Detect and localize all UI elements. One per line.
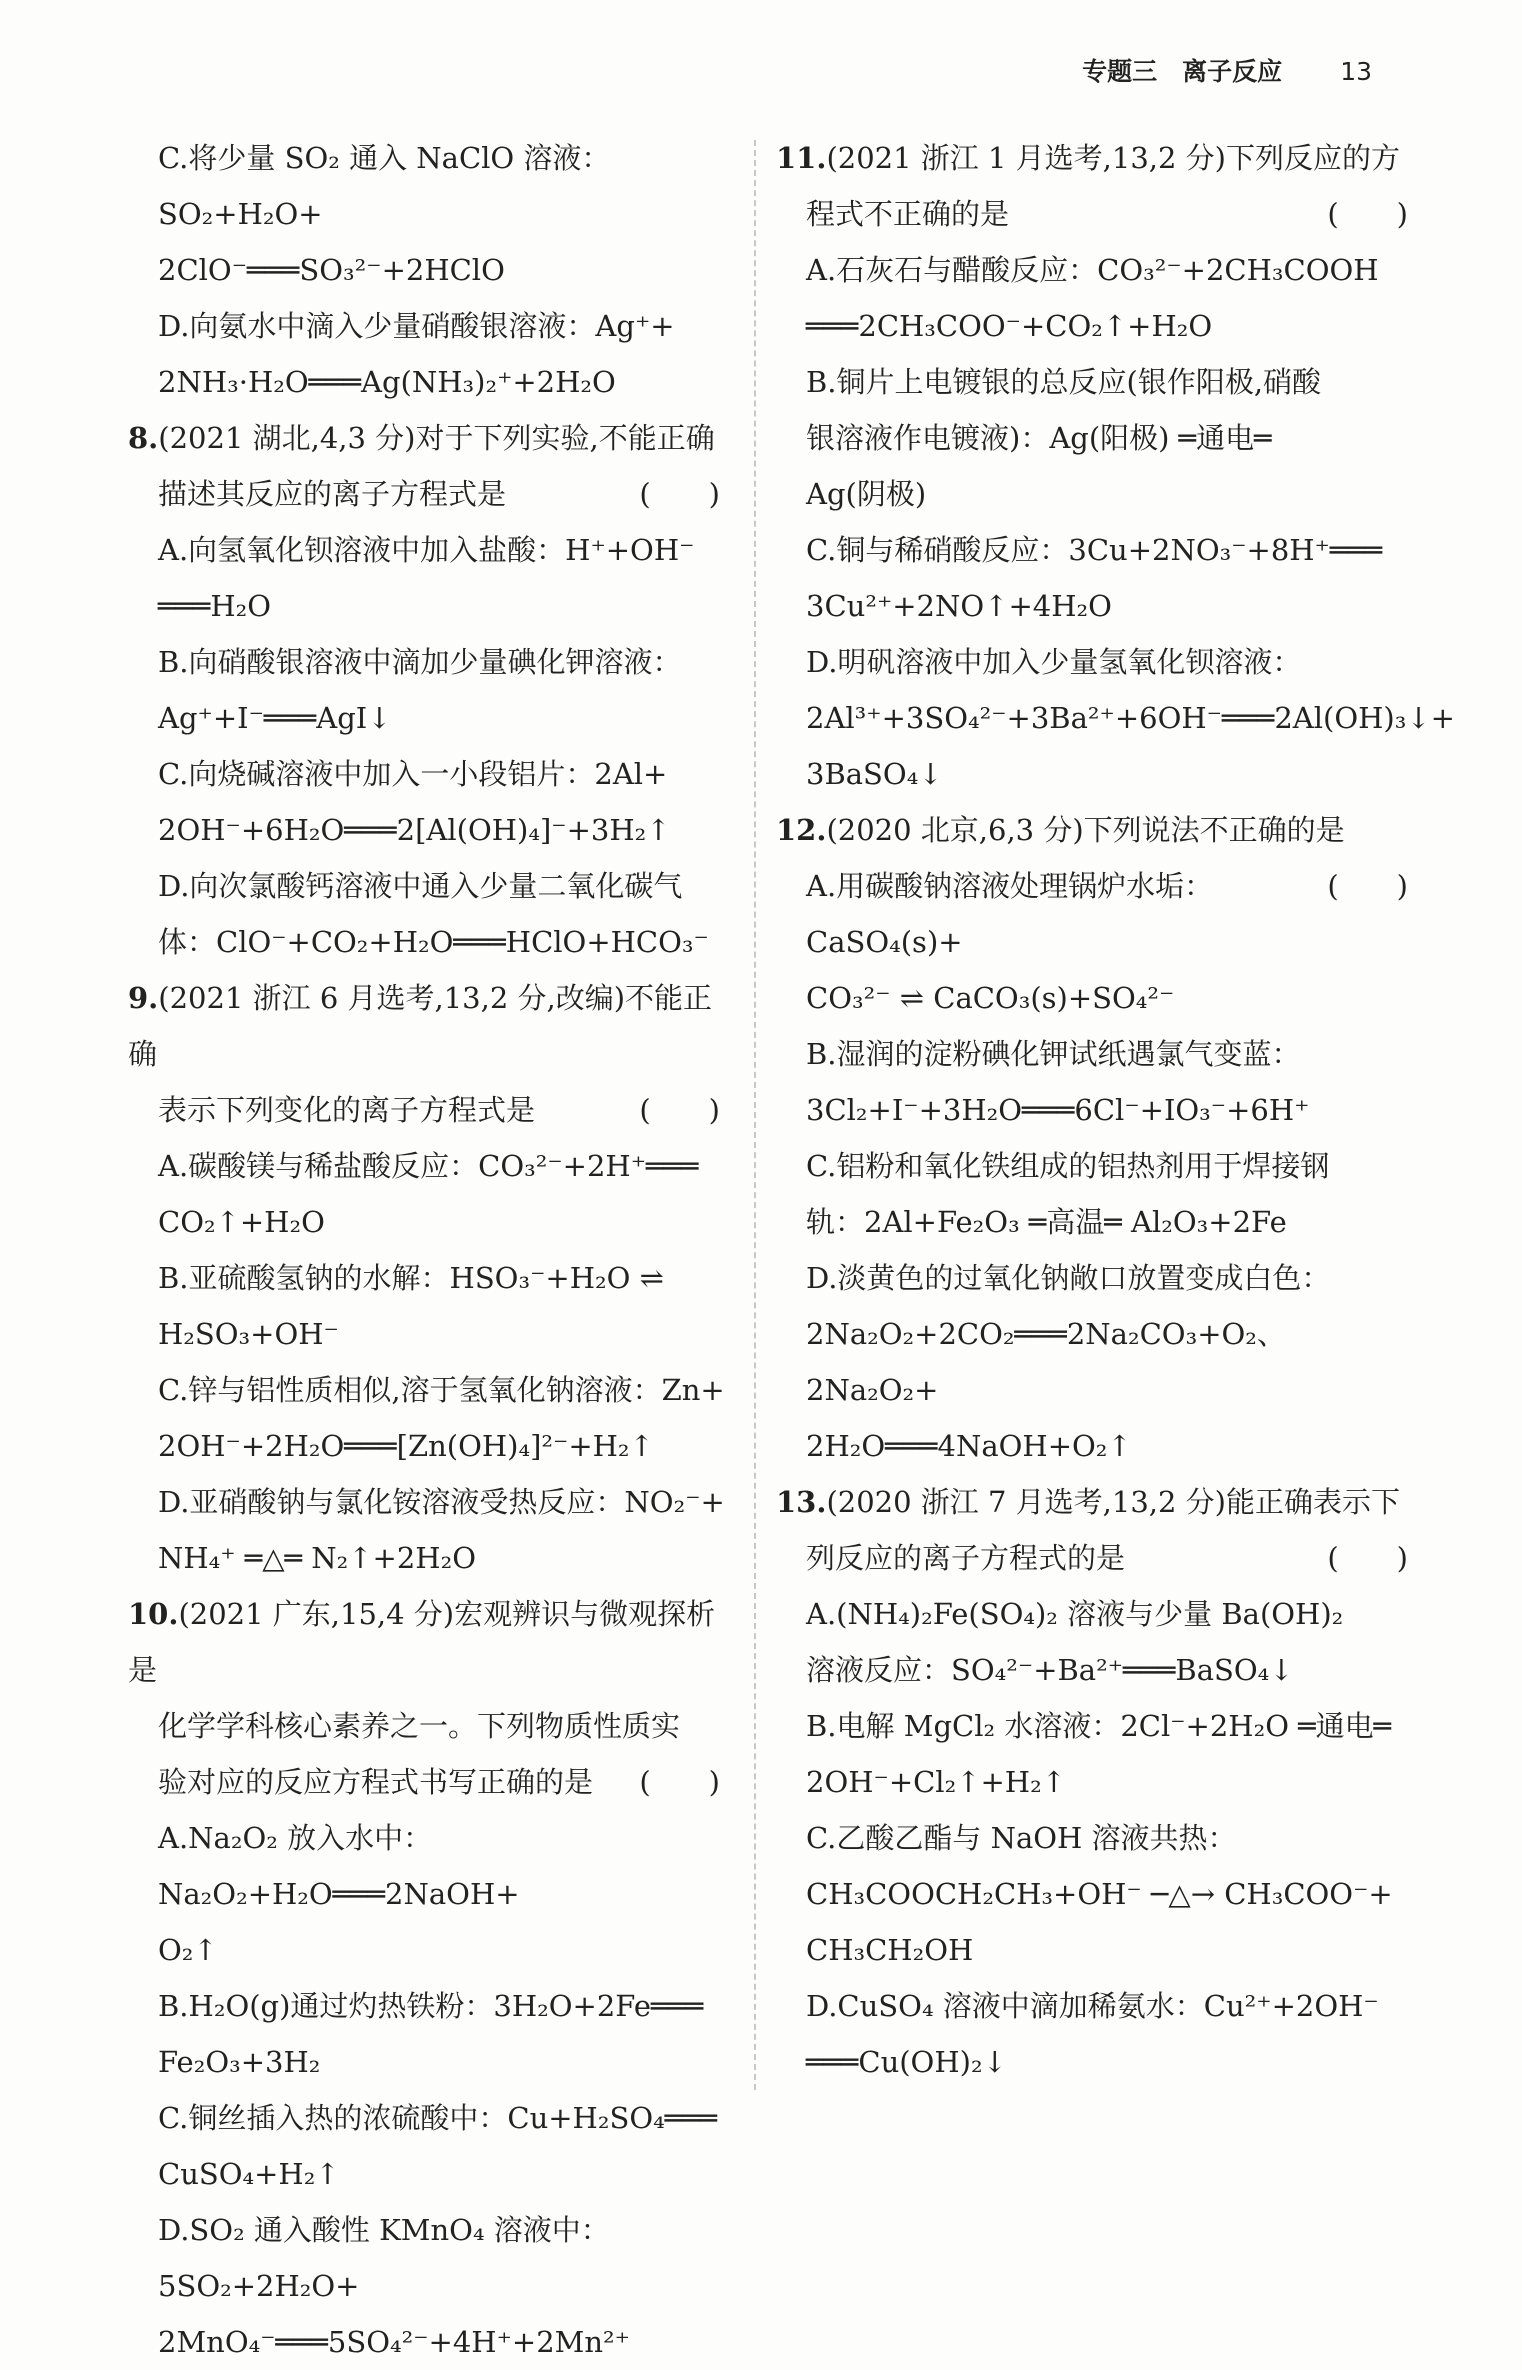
line-text: H₂SO₃+OH⁻ [158,1317,339,1351]
text-line [776,1194,1416,1250]
line-text: (2021 浙江 1 月选考,13,2 分)下列反应的方 [826,141,1400,175]
line-text: A.向氢氧化钡溶液中加入盐酸：H⁺+OH⁻ [158,533,695,567]
answer-option [776,242,1416,298]
answer-option [128,1474,728,1530]
text-line [128,1194,728,1250]
text-line [776,1418,1416,1474]
line-text: 2H₂O═══4NaOH+O₂↑ [806,1429,1132,1463]
text-line [776,578,1416,634]
text-line [128,1530,728,1586]
line-text: D.明矾溶液中加入少量氢氧化钡溶液： [806,645,1302,679]
line-text: Ag(阴极) [806,477,927,511]
question-number: 9. [128,981,159,1015]
answer-option [128,130,728,242]
question-stem [128,410,728,466]
line-text: 轨：2Al+Fe₂O₃ ═高温═ Al₂O₃+2Fe [806,1205,1287,1239]
line-text: 2OH⁻+2H₂O═══[Zn(OH)₄]²⁻+H₂↑ [158,1429,654,1463]
line-text: 表示下列变化的离子方程式是 [158,1093,536,1127]
left-column [128,130,728,2370]
answer-option [776,354,1416,410]
text-line [776,298,1416,354]
text-line [776,690,1455,746]
answer-option [128,298,728,354]
line-text: C.锌与铝性质相似,溶于氢氧化钠溶液：Zn+ [158,1373,725,1407]
text-line [776,1866,1416,1922]
line-text: 2Al³⁺+3SO₄²⁻+3Ba²⁺+6OH⁻═══2Al(OH)₃↓+ [806,701,1455,735]
answer-option [128,2202,728,2314]
text-line [776,1922,1416,1978]
line-text: 银溶液作电镀液)：Ag(阳极) ═通电═ [806,421,1272,455]
line-text: CO₃²⁻ ⇌ CaCO₃(s)+SO₄²⁻ [806,981,1175,1015]
line-text: ═══H₂O [158,589,272,623]
line-text: 描述其反应的离子方程式是 [158,477,507,511]
text-line [776,1082,1416,1138]
text-line [128,2146,728,2202]
line-text: CH₃COOCH₂CH₃+OH⁻ ─△→ CH₃COO⁻+ [806,1877,1393,1911]
line-text: 程式不正确的是 [806,197,1010,231]
line-text: (2021 浙江 6 月选考,13,2 分,改编)不能正确 [128,981,713,1071]
answer-option [776,1698,1416,1754]
line-text: CH₃CH₂OH [806,1933,974,1967]
text-line [128,578,728,634]
text-line [128,1418,728,1474]
text-line [776,466,1416,522]
text-line [128,1306,728,1362]
question-number: 8. [128,421,159,455]
text-line [128,914,728,970]
question-stem [776,130,1416,186]
question-stem [128,1586,728,1698]
column-divider [754,140,756,2090]
text-line [128,802,728,858]
answer-bracket: ( ) [1327,197,1408,231]
answer-option [128,1978,728,2034]
answer-bracket: ( ) [639,1765,720,1799]
line-text: A.用碳酸钠溶液处理锅炉水垢：CaSO₄(s)+ [806,869,1214,959]
text-line [776,746,1416,802]
answer-option [128,634,728,690]
line-text: 3Cu²⁺+2NO↑+4H₂O [806,589,1112,623]
line-text: B.湿润的淀粉碘化钾试纸遇氯气变蓝： [806,1037,1301,1071]
text-line [776,1754,1416,1810]
text-line [776,1642,1416,1698]
question-number: 10. [128,1597,179,1631]
line-text: 2MnO₄⁻═══5SO₄²⁻+4H⁺+2Mn²⁺ [158,2325,630,2359]
text-line [128,354,728,410]
line-text: D.CuSO₄ 溶液中滴加稀氨水：Cu²⁺+2OH⁻ [806,1989,1379,2023]
text-line [776,2034,1416,2090]
line-text: CO₂↑+H₂O [158,1205,325,1239]
answer-option [128,858,728,914]
text-line [128,242,728,298]
answer-option [776,1978,1416,2034]
line-text: C.铜与稀硝酸反应：3Cu+2NO₃⁻+8H⁺═══ [806,533,1383,567]
question-number: 12. [776,813,827,847]
line-text: B.向硝酸银溶液中滴加少量碘化钾溶液： [158,645,682,679]
text-line [128,466,728,522]
answer-option [776,858,1416,970]
line-text: B.亚硫酸氢钠的水解：HSO₃⁻+H₂O ⇌ [158,1261,664,1295]
line-text: 体：ClO⁻+CO₂+H₂O═══HClO+HCO₃⁻ [158,925,709,959]
header-title: 专题三 离子反应 [1082,57,1283,86]
line-text: ═══2CH₃COO⁻+CO₂↑+H₂O [806,309,1213,343]
line-text: 2OH⁻+6H₂O═══2[Al(OH)₄]⁻+3H₂↑ [158,813,671,847]
text-line [776,1530,1416,1586]
line-text: 验对应的反应方程式书写正确的是 [158,1765,594,1799]
answer-bracket: ( ) [639,1093,720,1127]
line-text: 2Na₂O₂+2CO₂═══2Na₂CO₃+O₂、2Na₂O₂+ [806,1317,1286,1407]
question-stem [776,1474,1416,1530]
line-text: C.将少量 SO₂ 通入 NaClO 溶液：SO₂+H₂O+ [158,141,611,231]
line-text: D.亚硝酸钠与氯化铵溶液受热反应：NO₂⁻+ [158,1485,725,1519]
question-stem [776,802,1416,858]
line-text: C.向烧碱溶液中加入一小段铝片：2Al+ [158,757,668,791]
line-text: (2020 浙江 7 月选考,13,2 分)能正确表示下 [826,1485,1400,1519]
answer-option [128,1250,728,1306]
line-text: 2ClO⁻═══SO₃²⁻+2HClO [158,253,505,287]
answer-option [128,2090,728,2146]
page-header [1082,52,1372,88]
line-text: (2021 广东,15,4 分)宏观辨识与微观探析是 [128,1597,716,1687]
answer-bracket: ( ) [639,477,720,511]
answer-option [776,1586,1416,1642]
line-text: A.(NH₄)₂Fe(SO₄)₂ 溶液与少量 Ba(OH)₂ [806,1597,1344,1631]
answer-option [128,1138,728,1194]
question-number: 13. [776,1485,827,1519]
line-text: ═══Cu(OH)₂↓ [806,2045,1007,2079]
line-text: 溶液反应：SO₄²⁻+Ba²⁺═══BaSO₄↓ [806,1653,1294,1687]
question-stem [128,970,728,1082]
text-line [776,1306,1416,1418]
line-text: 化学学科核心素养之一。下列物质性质实 [158,1709,681,1743]
line-text: 列反应的离子方程式的是 [806,1541,1126,1575]
answer-option [776,1250,1416,1306]
line-text: C.铝粉和氧化铁组成的铝热剂用于焊接钢 [806,1149,1330,1183]
answer-bracket: ( ) [1327,869,1408,903]
line-text: D.淡黄色的过氧化钠敞口放置变成白色： [806,1261,1331,1295]
line-text: (2020 北京,6,3 分)下列说法不正确的是 [826,813,1345,847]
line-text: (2021 湖北,4,3 分)对于下列实验,不能正确 [158,421,715,455]
answer-option [776,634,1416,690]
line-text: D.向氨水中滴入少量硝酸银溶液：Ag⁺+ [158,309,675,343]
line-text: 2OH⁻+Cl₂↑+H₂↑ [806,1765,1067,1799]
text-line [128,2034,728,2090]
line-text: C.铜丝插入热的浓硫酸中：Cu+H₂SO₄═══ [158,2101,718,2135]
text-line [776,970,1416,1026]
text-line [128,1922,728,1978]
line-text: 3BaSO₄↓ [806,757,943,791]
question-number: 11. [776,141,827,175]
text-line [776,186,1416,242]
line-text: A.碳酸镁与稀盐酸反应：CO₃²⁻+2H⁺═══ [158,1149,699,1183]
line-text: Ag⁺+I⁻═══AgI↓ [158,701,392,735]
line-text: B.电解 MgCl₂ 水溶液：2Cl⁻+2H₂O ═通电═ [806,1709,1392,1743]
line-text: D.SO₂ 通入酸性 KMnO₄ 溶液中：5SO₂+2H₂O+ [158,2213,610,2303]
right-column [776,130,1455,2090]
text-line [128,1698,728,1754]
line-text: D.向次氯酸钙溶液中通入少量二氧化碳气 [158,869,683,903]
answer-option [776,1810,1416,1866]
text-line [776,410,1416,466]
line-text: A.石灰石与醋酸反应：CO₃²⁻+2CH₃COOH [806,253,1379,287]
line-text: NH₄⁺ ═△═ N₂↑+2H₂O [158,1541,476,1575]
text-line [128,1754,728,1810]
answer-option [128,522,728,578]
line-text: O₂↑ [158,1933,218,1967]
line-text: A.Na₂O₂ 放入水中：Na₂O₂+H₂O═══2NaOH+ [158,1821,520,1911]
line-text: B.H₂O(g)通过灼热铁粉：3H₂O+2Fe═══ [158,1989,704,2023]
line-text: B.铜片上电镀银的总反应(银作阳极,硝酸 [806,365,1322,399]
answer-option [776,522,1416,578]
line-text: 3Cl₂+I⁻+3H₂O═══6Cl⁻+IO₃⁻+6H⁺ [806,1093,1310,1127]
answer-option [128,1362,728,1418]
line-text: CuSO₄+H₂↑ [158,2157,340,2191]
text-line [128,1082,728,1138]
answer-bracket: ( ) [1327,1541,1408,1575]
line-text: 2NH₃·H₂O═══Ag(NH₃)₂⁺+2H₂O [158,365,616,399]
line-text: Fe₂O₃+3H₂ [158,2045,321,2079]
answer-option [128,1810,728,1922]
answer-option [776,1026,1416,1082]
answer-option [128,746,728,802]
line-text: C.乙酸乙酯与 NaOH 溶液共热： [806,1821,1237,1855]
answer-option [776,1138,1416,1194]
text-line [128,690,728,746]
text-line [128,2314,728,2370]
page-number: 13 [1340,57,1372,86]
